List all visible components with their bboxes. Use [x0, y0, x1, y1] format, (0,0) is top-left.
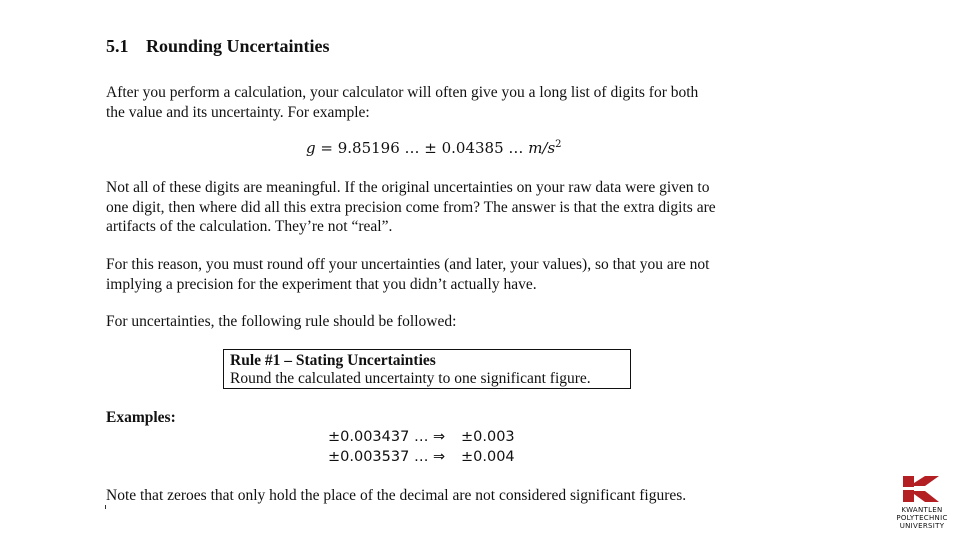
section-number: 5.1	[106, 36, 129, 56]
university-logo	[888, 474, 956, 536]
examples-label: Examples:	[106, 409, 176, 426]
text-line: After you perform a calculation, your calculator will often give you a long list of digits for both	[106, 84, 699, 101]
logo-line: POLYTECHNIC	[896, 514, 948, 522]
example-output: ±0.003	[461, 429, 515, 445]
equation-unit: m/s	[528, 139, 556, 157]
text-line: one digit, then where did all this extra precision come from? The answer is that the extra digits are	[106, 198, 716, 216]
text-line: Not all of these digits are meaningful. If the original uncertainties on your raw data were given to	[106, 179, 710, 196]
meaning-paragraph	[106, 178, 766, 237]
implies-arrow: ⇒	[433, 429, 446, 445]
intro-paragraph	[106, 83, 766, 122]
logo-line: UNIVERSITY	[899, 522, 945, 530]
section-title: Rounding Uncertainties	[146, 36, 330, 56]
text-line: the value and its uncertainty. For example:	[106, 103, 370, 121]
text-line: implying a precision for the experiment that you didn’t actually have.	[106, 275, 537, 293]
equation-value: 9.85196 … ± 0.04385 …	[337, 139, 529, 157]
implies-arrow: ⇒	[433, 449, 446, 465]
rule-intro-paragraph	[106, 312, 766, 332]
example-output: ±0.004	[461, 449, 515, 465]
text-line: For this reason, you must round off your uncertainties (and later, your values), so that you are not	[106, 256, 710, 273]
text-line: For uncertainties, the following rule should be followed:	[106, 313, 457, 330]
text-line: artifacts of the calculation. They’re not “real”.	[106, 218, 393, 235]
equation-variable: g	[306, 139, 316, 157]
rule-box	[223, 349, 631, 389]
example-input: ±0.003537 …	[328, 449, 429, 465]
equation-equals: =	[315, 139, 338, 157]
kpu-mark-icon	[903, 474, 941, 504]
rule-body: Round the calculated uncertainty to one significant figure.	[230, 370, 591, 387]
stray-mark	[105, 505, 106, 509]
logo-lower-shape	[903, 490, 939, 502]
text-line: Note that zeroes that only hold the place of the decimal are not considered significant figures.	[106, 487, 687, 504]
logo-line: KWANTLEN	[901, 506, 943, 514]
example-equation	[306, 139, 562, 157]
reason-paragraph	[106, 255, 766, 294]
logo-upper-shape	[903, 476, 939, 487]
section-heading	[106, 36, 330, 57]
rule-title: Rule #1 – Stating Uncertainties	[230, 352, 436, 369]
logo-text	[888, 506, 956, 530]
equation-exponent: 2	[555, 139, 562, 150]
example-input: ±0.003437 …	[328, 429, 429, 445]
note-paragraph	[106, 486, 766, 506]
